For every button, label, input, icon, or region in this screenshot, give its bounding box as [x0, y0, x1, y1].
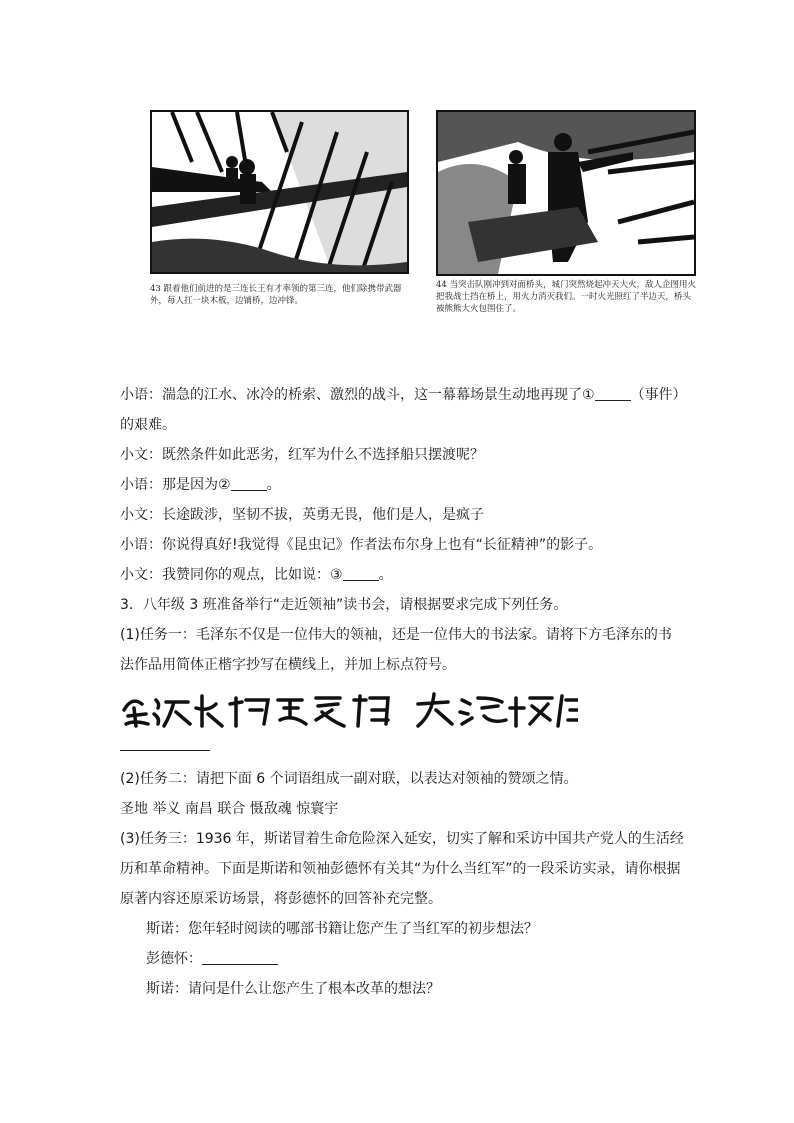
dialogue-line-6: 小文：我赞同你的观点，比如说：③ 。	[120, 567, 393, 583]
calligraphy-answer-line[interactable]	[120, 750, 210, 751]
task-3-line-3: 原著内容还原采访场景，将彭德怀的回答补充完整。	[120, 891, 442, 907]
task-3-line-1: (3)任务三：1936 年，斯诺冒着生命危险深入延安，切实了解和采访中国共产党人的生活经	[120, 831, 684, 847]
caption-43: 43 跟着他们前进的是三连长王有才率领的第三连，他们除携带武器外，每人扛一块木板，边铺桥，边冲锋。	[150, 284, 402, 306]
bridge-fire-illustration	[438, 112, 694, 274]
blank-marker-2: ②	[218, 477, 231, 493]
task-1-line-2: 法作品用简体正楷字抄写在横线上，并加上标点符号。	[120, 657, 456, 673]
task-2-line: (2)任务二：请把下面 6 个词语组成一副对联，以表达对领袖的赞颂之情。	[120, 771, 578, 787]
task-1-line-1: (1)任务一：毛泽东不仅是一位伟大的领袖，还是一位伟大的书法家。请将下方毛泽东的书	[120, 627, 672, 643]
answer-blank-2[interactable]	[231, 476, 267, 491]
answer-blank-3[interactable]	[343, 566, 379, 581]
illustration-panel-44	[436, 110, 696, 276]
illustration-panel-43	[150, 110, 409, 274]
calligraphy-artwork	[118, 690, 578, 730]
bridge-chains-illustration	[152, 112, 407, 272]
peng-answer-1: 彭德怀：	[120, 944, 690, 974]
caption-44: 44 当突击队刚冲到对面桥头，城门突然烧起冲天大火，敌人企图用火把我战士挡在桥上，用火力消灭我们。一时火光照红了半边天，桥头被熊熊大火包围住了。	[436, 280, 697, 314]
blank-marker-1: ①	[582, 387, 595, 403]
couplet-words: 圣地 举义 南昌 联合 慑敌魂 惊寰宇	[120, 801, 339, 817]
dialogue-line-1: 小语：湍急的江水、冰冷的桥索、激烈的战斗，这一幕幕场景生动地再现了① （事件）	[120, 387, 687, 403]
dialogue-line-5: 小语：你说得真好!我觉得《昆虫记》作者法布尔身上也有“长征精神”的影子。	[120, 537, 603, 553]
answer-blank-1[interactable]	[595, 386, 631, 401]
snow-question-2: 斯诺：请问是什么让您产生了根本改革的想法？	[146, 981, 440, 997]
tasks-block	[120, 764, 690, 1004]
dialogue-line-4: 小文：长途跋涉，坚韧不拔，英勇无畏，他们是人，是疯子	[120, 507, 484, 523]
snow-question-1: 斯诺：您年轻时阅读的哪部书籍让您产生了当红军的初步想法？	[146, 921, 538, 937]
blank-marker-3: ③	[330, 567, 343, 583]
calligraphy-strokes	[118, 690, 578, 730]
dialogue-line-2: 小文：既然条件如此恶劣，红军为什么不选择船只摆渡呢？	[120, 447, 484, 463]
question-3-intro: 3．八年级 3 班准备举行“走近领袖”读书会，请根据要求完成下列任务。	[120, 597, 568, 613]
answer-blank-peng[interactable]	[202, 950, 278, 965]
task-3-line-2: 历和革命精神。下面是斯诺和领袖彭德怀有关其“为什么当红军”的一段采访实录，请你根据	[120, 861, 681, 877]
dialogue-line-1-cont: 的艰难。	[120, 417, 176, 433]
dialogue-line-3: 小语：那是因为② 。	[120, 477, 281, 493]
dialogue-block	[120, 380, 690, 680]
